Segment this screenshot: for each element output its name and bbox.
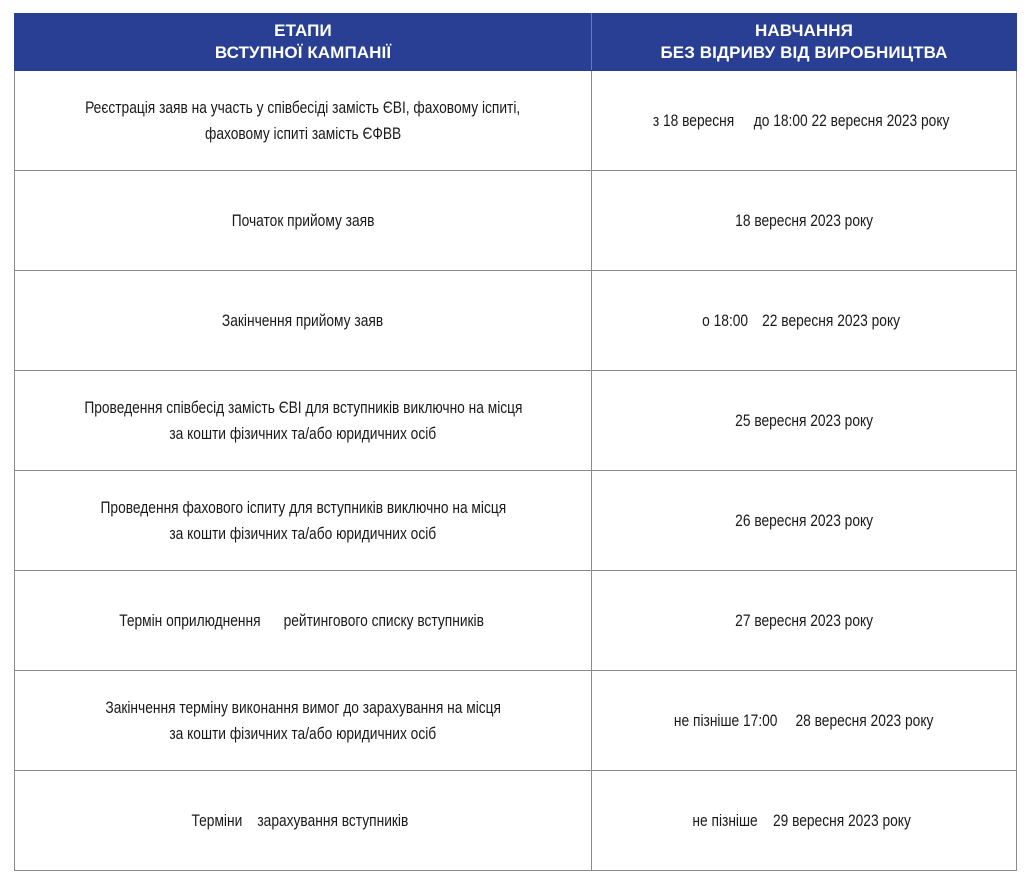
stage-line: Початок прийому заяв — [231, 210, 375, 230]
stage-cell — [15, 271, 592, 371]
date-line: 29 вересня 2023 року — [773, 810, 912, 830]
table-row — [15, 671, 1017, 771]
table-row — [15, 471, 1017, 571]
stage-line: зарахування вступників — [257, 810, 409, 830]
stage-line: за кошти фізичних та/або юридичних осіб — [169, 523, 437, 543]
table-row — [15, 171, 1017, 271]
date-cell — [592, 371, 1017, 471]
date-line: не пізніше — [692, 810, 758, 830]
stage-line: Закінчення прийому заяв — [222, 310, 384, 330]
stage-cell — [15, 371, 592, 471]
stage-line: за кошти фізичних та/або юридичних осіб — [169, 423, 437, 443]
stage-cell — [15, 771, 592, 871]
date-cell — [592, 171, 1017, 271]
date-line: з 18 вересня — [652, 110, 734, 130]
date-cell — [592, 271, 1017, 371]
stage-cell — [15, 571, 592, 671]
header-study-mode — [592, 14, 1017, 71]
table-row — [15, 271, 1017, 371]
header-stages-line2: ВСТУПНОЇ КАМПАНІЇ — [214, 43, 392, 62]
stage-line: фаховому іспиті замість ЄФВВ — [204, 123, 402, 143]
stage-line: Термін оприлюднення — [118, 610, 261, 630]
admission-schedule-table — [14, 13, 1017, 871]
stage-cell — [15, 171, 592, 271]
header-stages-line1: ЕТАПИ — [274, 21, 332, 40]
date-line: 28 вересня 2023 року — [794, 710, 933, 730]
stage-line: Реєстрація заяв на участь у співбесіді замість ЄВІ, фаховому іспиті, — [85, 97, 521, 117]
header-row — [15, 14, 1017, 71]
stage-cell — [15, 671, 592, 771]
date-line: 27 вересня 2023 року — [735, 610, 873, 630]
table-row — [15, 371, 1017, 471]
table-row — [15, 71, 1017, 171]
header-stages — [15, 14, 592, 71]
header-study-mode-line1: НАВЧАННЯ — [755, 21, 853, 40]
date-cell — [592, 671, 1017, 771]
stage-line: рейтингового списку вступників — [283, 610, 484, 630]
date-cell — [592, 471, 1017, 571]
stage-line: Проведення фахового іспиту для вступників виключно на місця — [100, 497, 506, 517]
date-line: не пізніше 17:00 — [673, 710, 778, 730]
date-line: 18 вересня 2023 року — [735, 210, 873, 230]
table-row — [15, 571, 1017, 671]
header-study-mode-line2: БЕЗ ВІДРИВУ ВІД ВИРОБНИЦТВА — [660, 43, 948, 62]
date-line: о 18:00 — [702, 310, 749, 330]
date-line: 26 вересня 2023 року — [735, 510, 873, 530]
date-cell — [592, 771, 1017, 871]
stage-cell — [15, 471, 592, 571]
stage-line: Закінчення терміну виконання вимог до зарахування на місця — [105, 697, 501, 717]
date-line: 25 вересня 2023 року — [735, 410, 873, 430]
table-row — [15, 771, 1017, 871]
stage-line: Терміни — [191, 810, 243, 830]
date-cell — [592, 571, 1017, 671]
stage-line: за кошти фізичних та/або юридичних осіб — [169, 723, 437, 743]
date-cell — [592, 71, 1017, 171]
stage-cell — [15, 71, 592, 171]
stage-line: Проведення співбесід замість ЄВІ для вступників виключно на місця — [83, 397, 523, 417]
date-line: до 18:00 22 вересня 2023 року — [753, 110, 950, 130]
date-line: 22 вересня 2023 року — [762, 310, 901, 330]
